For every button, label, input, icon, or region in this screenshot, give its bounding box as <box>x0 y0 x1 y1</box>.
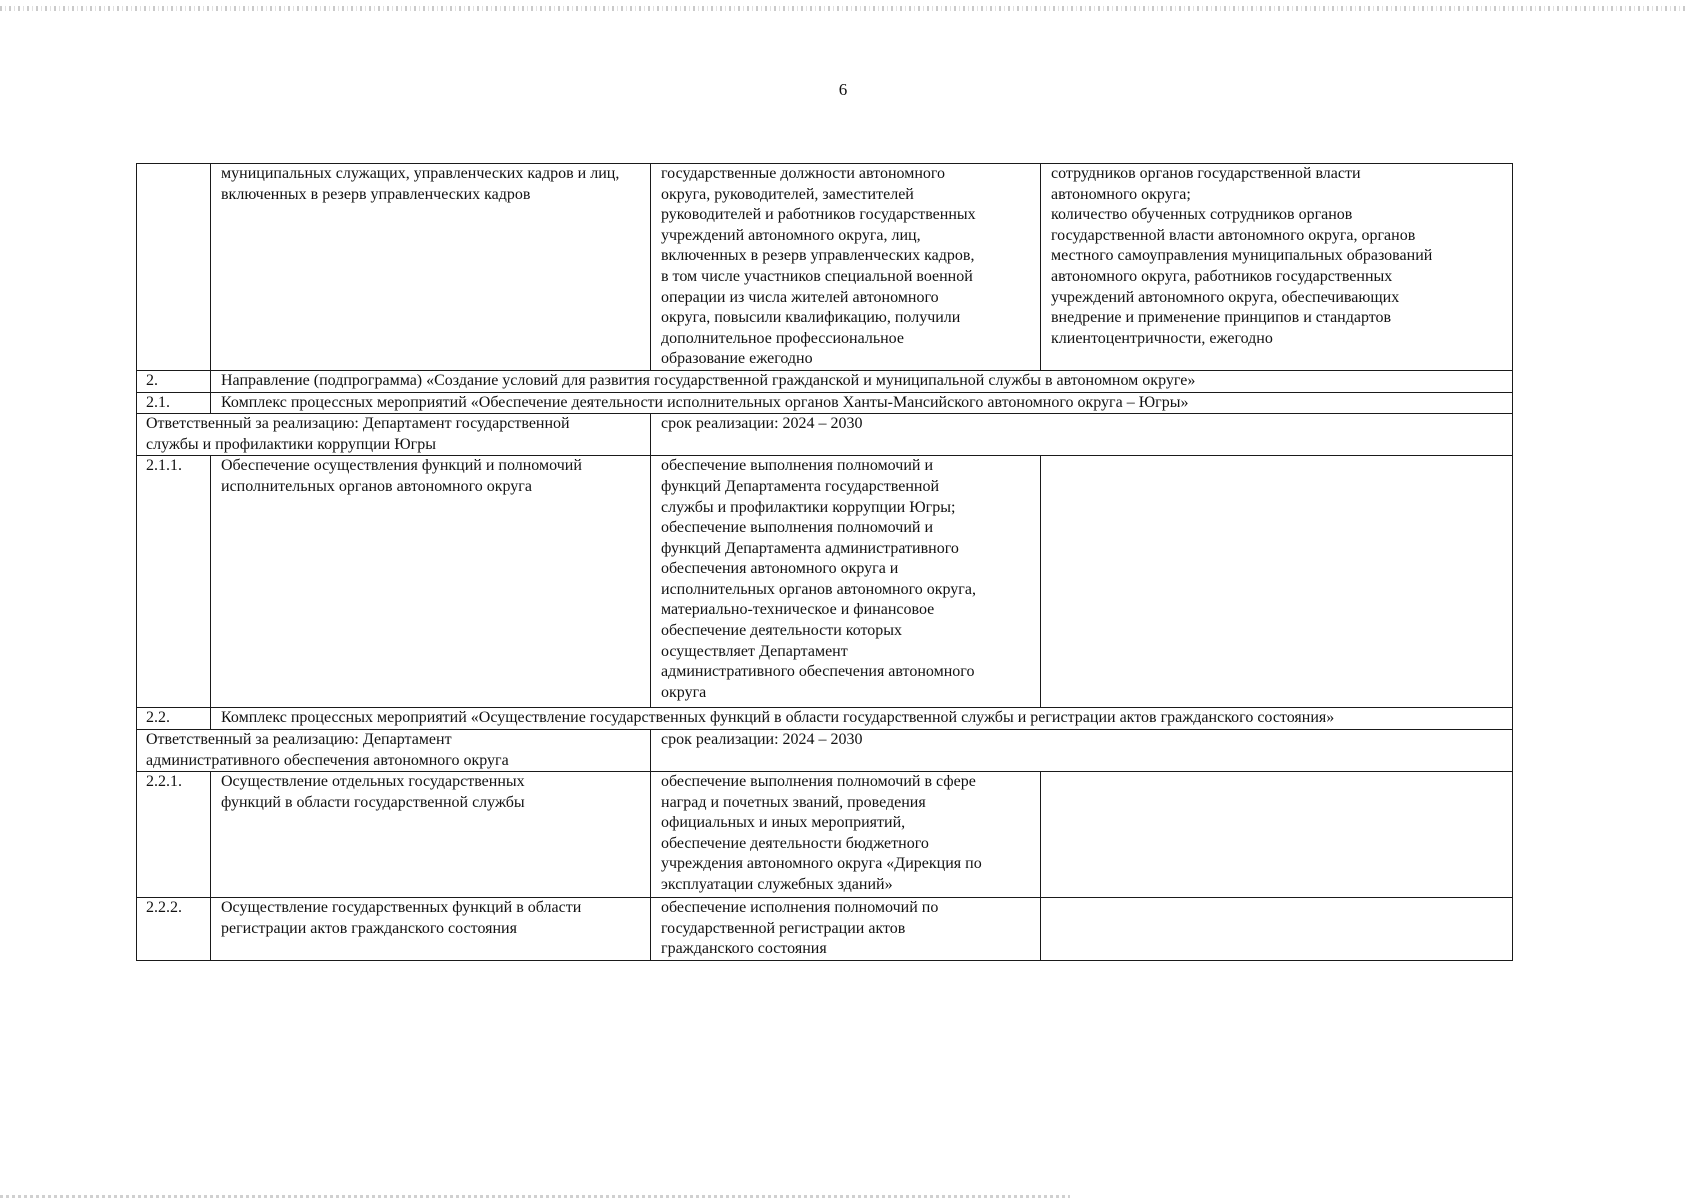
period-cell: срок реализации: 2024 – 2030 <box>651 414 1513 456</box>
period-cell: срок реализации: 2024 – 2030 <box>651 729 1513 771</box>
activity-indicator <box>1041 456 1513 708</box>
row-number: 2.2.2. <box>137 898 211 961</box>
row-number: 2.2. <box>137 708 211 730</box>
activity-name: Осуществление государственных функций в области регистрации актов гражданского состояния <box>211 898 651 961</box>
table-row <box>137 729 1513 771</box>
complex-title: Комплекс процессных мероприятий «Осуществление государственных функций в области государственной службы и регистрации актов гражданского состояния» <box>211 708 1513 730</box>
complex-title: Комплекс процессных мероприятий «Обеспечение деятельности исполнительных органов Ханты-Мансийского автономного округа – Югры» <box>211 392 1513 414</box>
table-row <box>137 772 1513 898</box>
activity-result: государственные должности автономного округа, руководителей, заместителей руководителей и работников государственных учреждений автономного округа, лиц, включенных в резерв управленческих кадров, в том числе участников специальной военной операции из числа жителей автономного округа, повысили квалификацию, получили дополнительное профессиональное образование ежегодно <box>651 164 1041 371</box>
activity-indicator: сотрудников органов государственной власти автономного округа; количество обученных сотрудников органов государственной власти автономного округа, органов местного самоуправления муниципальных образований автономного округа, работников государственных учреждений автономного округа, обеспечивающих внедрение и применение принципов и стандартов клиентоцентричности, ежегодно <box>1041 164 1513 371</box>
row-number: 2.1. <box>137 392 211 414</box>
table-row <box>137 708 1513 730</box>
table-row <box>137 414 1513 456</box>
activity-result: обеспечение исполнения полномочий по государственной регистрации актов гражданского состояния <box>651 898 1041 961</box>
activity-result: обеспечение выполнения полномочий в сфере наград и почетных званий, проведения официальных и иных мероприятий, обеспечение деятельности бюджетного учреждения автономного округа «Дирекция по эксплуатации служебных зданий» <box>651 772 1041 898</box>
activity-result: обеспечение выполнения полномочий и функций Департамента государственной службы и профилактики коррупции Югры; обеспечение выполнения полномочий и функций Департамента административного обеспечения автономного округа и исполнительных органов автономного округа, материально-техническое и финансовое обеспечение деятельности которых осуществляет Департамент административного обеспечения автономного округа <box>651 456 1041 708</box>
responsible-cell: Ответственный за реализацию: Департамент административного обеспечения автономного округа <box>137 729 651 771</box>
row-number: 2. <box>137 370 211 392</box>
subprogram-title: Направление (подпрограмма) «Создание условий для развития государственной гражданской и муниципальной службы в автономном округе» <box>211 370 1513 392</box>
row-number: 2.2.1. <box>137 772 211 898</box>
activity-indicator <box>1041 898 1513 961</box>
activities-table <box>136 163 1513 961</box>
table-row <box>137 392 1513 414</box>
activity-name: Осуществление отдельных государственных функций в области государственной службы <box>211 772 651 898</box>
activity-name: муниципальных служащих, управленческих кадров и лиц, включенных в резерв управленческих кадров <box>211 164 651 371</box>
page-number: 6 <box>838 80 848 99</box>
activity-indicator <box>1041 772 1513 898</box>
activity-name: Обеспечение осуществления функций и полномочий исполнительных органов автономного округа <box>211 456 651 708</box>
table-row <box>137 456 1513 708</box>
scan-artifact-bottom <box>0 1195 1070 1198</box>
table-row <box>137 164 1513 371</box>
row-number <box>137 164 211 371</box>
responsible-cell: Ответственный за реализацию: Департамент государственной службы и профилактики коррупции Югры <box>137 414 651 456</box>
row-number: 2.1.1. <box>137 456 211 708</box>
table-row <box>137 898 1513 961</box>
scan-artifact-top <box>0 6 1686 11</box>
table-row <box>137 370 1513 392</box>
